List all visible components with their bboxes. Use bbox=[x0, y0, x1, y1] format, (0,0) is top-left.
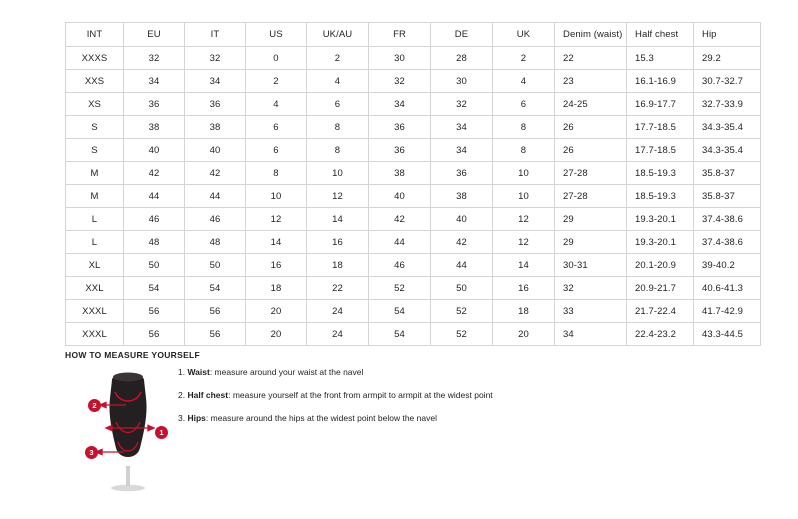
table-header-cell: UK/AU bbox=[307, 23, 369, 47]
table-cell: 8 bbox=[307, 139, 369, 162]
size-label-cell: XXS bbox=[66, 70, 124, 93]
size-chart-table bbox=[65, 22, 761, 346]
table-cell: 16 bbox=[493, 277, 555, 300]
table-cell: 20 bbox=[246, 323, 307, 346]
table-cell: 19.3-20.1 bbox=[627, 231, 694, 254]
table-cell: 30.7-32.7 bbox=[694, 70, 761, 93]
measure-instruction-2-text: : measure yourself at the front from armpit to armpit at the widest point bbox=[228, 390, 493, 400]
table-row bbox=[66, 254, 761, 277]
table-cell: 54 bbox=[185, 277, 246, 300]
size-label-cell: XS bbox=[66, 93, 124, 116]
table-cell: 4 bbox=[307, 70, 369, 93]
table-cell: 10 bbox=[493, 162, 555, 185]
table-cell: 34 bbox=[555, 323, 627, 346]
measure-instructions bbox=[178, 367, 598, 436]
table-cell: 36 bbox=[369, 116, 431, 139]
table-cell: 46 bbox=[124, 208, 185, 231]
figure-badge-3: 3 bbox=[85, 446, 98, 459]
table-cell: 16 bbox=[307, 231, 369, 254]
table-cell: 16 bbox=[246, 254, 307, 277]
table-cell: 52 bbox=[431, 300, 493, 323]
table-header-cell: FR bbox=[369, 23, 431, 47]
table-header-cell: EU bbox=[124, 23, 185, 47]
table-cell: 34 bbox=[369, 93, 431, 116]
table-cell: 42 bbox=[369, 208, 431, 231]
table-row bbox=[66, 208, 761, 231]
measure-instruction-3-term: Hips bbox=[187, 413, 206, 423]
table-cell: 24 bbox=[307, 323, 369, 346]
table-header bbox=[66, 23, 761, 47]
table-cell: 14 bbox=[493, 254, 555, 277]
table-cell: 10 bbox=[307, 162, 369, 185]
table-cell: 44 bbox=[124, 185, 185, 208]
table-cell: 32 bbox=[555, 277, 627, 300]
table-cell: 56 bbox=[124, 300, 185, 323]
table-cell: 34.3-35.4 bbox=[694, 116, 761, 139]
table-cell: 29 bbox=[555, 231, 627, 254]
table-cell: 23 bbox=[555, 70, 627, 93]
measure-instruction-2-number: 2. bbox=[178, 390, 186, 400]
table-cell: 37.4-38.6 bbox=[694, 208, 761, 231]
table-cell: 14 bbox=[246, 231, 307, 254]
table-row bbox=[66, 70, 761, 93]
table-cell: 42 bbox=[185, 162, 246, 185]
table-cell: 34 bbox=[185, 70, 246, 93]
table-cell: 29.2 bbox=[694, 47, 761, 70]
figure-badge-1: 1 bbox=[155, 426, 168, 439]
table-cell: 54 bbox=[124, 277, 185, 300]
measure-instruction-3 bbox=[178, 413, 598, 424]
table-cell: 35.8-37 bbox=[694, 162, 761, 185]
table-cell: 24-25 bbox=[555, 93, 627, 116]
table-cell: 52 bbox=[431, 323, 493, 346]
table-cell: 32 bbox=[124, 47, 185, 70]
table-row bbox=[66, 277, 761, 300]
size-label-cell: S bbox=[66, 116, 124, 139]
table-header-cell: UK bbox=[493, 23, 555, 47]
table-cell: 46 bbox=[185, 208, 246, 231]
table-cell: 34 bbox=[124, 70, 185, 93]
table-cell: 6 bbox=[493, 93, 555, 116]
table-header-cell: Half chest bbox=[627, 23, 694, 47]
table-cell: 22.4-23.2 bbox=[627, 323, 694, 346]
table-cell: 40 bbox=[185, 139, 246, 162]
table-row bbox=[66, 185, 761, 208]
table-cell: 12 bbox=[246, 208, 307, 231]
table-cell: 17.7-18.5 bbox=[627, 139, 694, 162]
table-cell: 50 bbox=[124, 254, 185, 277]
table-cell: 40.6-41.3 bbox=[694, 277, 761, 300]
table-row bbox=[66, 300, 761, 323]
table-cell: 8 bbox=[493, 139, 555, 162]
table-cell: 56 bbox=[185, 323, 246, 346]
size-label-cell: XXXL bbox=[66, 323, 124, 346]
table-cell: 30 bbox=[369, 47, 431, 70]
table-cell: 15.3 bbox=[627, 47, 694, 70]
table-cell: 42 bbox=[124, 162, 185, 185]
table-cell: 40 bbox=[431, 208, 493, 231]
table-cell: 29 bbox=[555, 208, 627, 231]
size-label-cell: L bbox=[66, 208, 124, 231]
table-cell: 12 bbox=[493, 208, 555, 231]
table-header-cell: DE bbox=[431, 23, 493, 47]
table-header-row bbox=[66, 23, 761, 47]
size-chart-table-container bbox=[65, 22, 744, 346]
table-cell: 56 bbox=[185, 300, 246, 323]
table-cell: 33 bbox=[555, 300, 627, 323]
table-cell: 27-28 bbox=[555, 162, 627, 185]
table-cell: 6 bbox=[246, 139, 307, 162]
table-cell: 19.3-20.1 bbox=[627, 208, 694, 231]
measure-instruction-1-term: Waist bbox=[187, 367, 210, 377]
size-label-cell: L bbox=[66, 231, 124, 254]
table-row bbox=[66, 323, 761, 346]
table-cell: 42 bbox=[431, 231, 493, 254]
table-cell: 20 bbox=[493, 323, 555, 346]
table-cell: 34 bbox=[431, 139, 493, 162]
table-header-cell: IT bbox=[185, 23, 246, 47]
table-cell: 34 bbox=[431, 116, 493, 139]
measure-instruction-1-number: 1. bbox=[178, 367, 186, 377]
size-label-cell: XXXL bbox=[66, 300, 124, 323]
table-cell: 48 bbox=[185, 231, 246, 254]
table-cell: 21.7-22.4 bbox=[627, 300, 694, 323]
table-cell: 17.7-18.5 bbox=[627, 116, 694, 139]
table-row bbox=[66, 139, 761, 162]
size-label-cell: M bbox=[66, 185, 124, 208]
measure-instruction-3-number: 3. bbox=[178, 413, 186, 423]
how-to-measure-heading: HOW TO MEASURE YOURSELF bbox=[65, 350, 201, 360]
table-cell: 36 bbox=[431, 162, 493, 185]
size-label-cell: XXL bbox=[66, 277, 124, 300]
table-cell: 43.3-44.5 bbox=[694, 323, 761, 346]
figure-badge-2: 2 bbox=[88, 399, 101, 412]
table-row bbox=[66, 162, 761, 185]
table-cell: 18 bbox=[307, 254, 369, 277]
table-cell: 20.9-21.7 bbox=[627, 277, 694, 300]
table-cell: 36 bbox=[124, 93, 185, 116]
table-cell: 6 bbox=[246, 116, 307, 139]
table-cell: 38 bbox=[369, 162, 431, 185]
table-cell: 32 bbox=[431, 93, 493, 116]
table-cell: 2 bbox=[493, 47, 555, 70]
table-cell: 16.9-17.7 bbox=[627, 93, 694, 116]
table-cell: 56 bbox=[124, 323, 185, 346]
table-row bbox=[66, 93, 761, 116]
table-cell: 35.8-37 bbox=[694, 185, 761, 208]
table-cell: 32.7-33.9 bbox=[694, 93, 761, 116]
table-cell: 10 bbox=[493, 185, 555, 208]
table-row bbox=[66, 116, 761, 139]
table-cell: 34.3-35.4 bbox=[694, 139, 761, 162]
size-label-cell: XXXS bbox=[66, 47, 124, 70]
table-cell: 8 bbox=[493, 116, 555, 139]
table-cell: 12 bbox=[493, 231, 555, 254]
table-header-cell: Denim (waist) bbox=[555, 23, 627, 47]
measure-instruction-1 bbox=[178, 367, 598, 378]
table-cell: 50 bbox=[185, 254, 246, 277]
table-cell: 28 bbox=[431, 47, 493, 70]
table-cell: 44 bbox=[185, 185, 246, 208]
measure-instruction-3-text: : measure around the hips at the widest point below the navel bbox=[205, 413, 437, 423]
table-cell: 38 bbox=[431, 185, 493, 208]
size-label-cell: XL bbox=[66, 254, 124, 277]
measure-instruction-2-term: Half chest bbox=[187, 390, 229, 400]
table-cell: 38 bbox=[185, 116, 246, 139]
size-label-cell: M bbox=[66, 162, 124, 185]
table-cell: 44 bbox=[431, 254, 493, 277]
table-cell: 6 bbox=[307, 93, 369, 116]
table-cell: 2 bbox=[246, 70, 307, 93]
table-cell: 27-28 bbox=[555, 185, 627, 208]
table-cell: 16.1-16.9 bbox=[627, 70, 694, 93]
table-cell: 10 bbox=[246, 185, 307, 208]
table-cell: 50 bbox=[431, 277, 493, 300]
table-cell: 18 bbox=[493, 300, 555, 323]
table-cell: 40 bbox=[124, 139, 185, 162]
table-cell: 30 bbox=[431, 70, 493, 93]
table-body bbox=[66, 47, 761, 346]
table-cell: 20 bbox=[246, 300, 307, 323]
table-cell: 18.5-19.3 bbox=[627, 185, 694, 208]
table-cell: 18 bbox=[246, 277, 307, 300]
table-header-cell: US bbox=[246, 23, 307, 47]
table-cell: 54 bbox=[369, 323, 431, 346]
table-cell: 14 bbox=[307, 208, 369, 231]
table-cell: 12 bbox=[307, 185, 369, 208]
table-cell: 38 bbox=[124, 116, 185, 139]
table-cell: 32 bbox=[369, 70, 431, 93]
table-cell: 2 bbox=[307, 47, 369, 70]
table-cell: 54 bbox=[369, 300, 431, 323]
table-cell: 52 bbox=[369, 277, 431, 300]
measurement-figure bbox=[82, 362, 174, 492]
table-cell: 4 bbox=[493, 70, 555, 93]
table-cell: 39-40.2 bbox=[694, 254, 761, 277]
table-cell: 32 bbox=[185, 47, 246, 70]
size-label-cell: S bbox=[66, 139, 124, 162]
table-cell: 48 bbox=[124, 231, 185, 254]
table-cell: 44 bbox=[369, 231, 431, 254]
table-cell: 30-31 bbox=[555, 254, 627, 277]
table-cell: 26 bbox=[555, 116, 627, 139]
table-cell: 8 bbox=[246, 162, 307, 185]
table-cell: 46 bbox=[369, 254, 431, 277]
table-cell: 26 bbox=[555, 139, 627, 162]
table-cell: 0 bbox=[246, 47, 307, 70]
table-cell: 36 bbox=[185, 93, 246, 116]
table-cell: 8 bbox=[307, 116, 369, 139]
table-row bbox=[66, 47, 761, 70]
table-cell: 37.4-38.6 bbox=[694, 231, 761, 254]
table-row bbox=[66, 231, 761, 254]
table-cell: 40 bbox=[369, 185, 431, 208]
measure-instruction-1-text: : measure around your waist at the navel bbox=[209, 367, 364, 377]
table-cell: 20.1-20.9 bbox=[627, 254, 694, 277]
table-cell: 41.7-42.9 bbox=[694, 300, 761, 323]
measure-instruction-2 bbox=[178, 390, 598, 401]
table-cell: 4 bbox=[246, 93, 307, 116]
table-header-cell: Hip bbox=[694, 23, 761, 47]
table-cell: 22 bbox=[555, 47, 627, 70]
table-cell: 22 bbox=[307, 277, 369, 300]
table-header-cell: INT bbox=[66, 23, 124, 47]
table-cell: 18.5-19.3 bbox=[627, 162, 694, 185]
table-cell: 24 bbox=[307, 300, 369, 323]
table-cell: 36 bbox=[369, 139, 431, 162]
